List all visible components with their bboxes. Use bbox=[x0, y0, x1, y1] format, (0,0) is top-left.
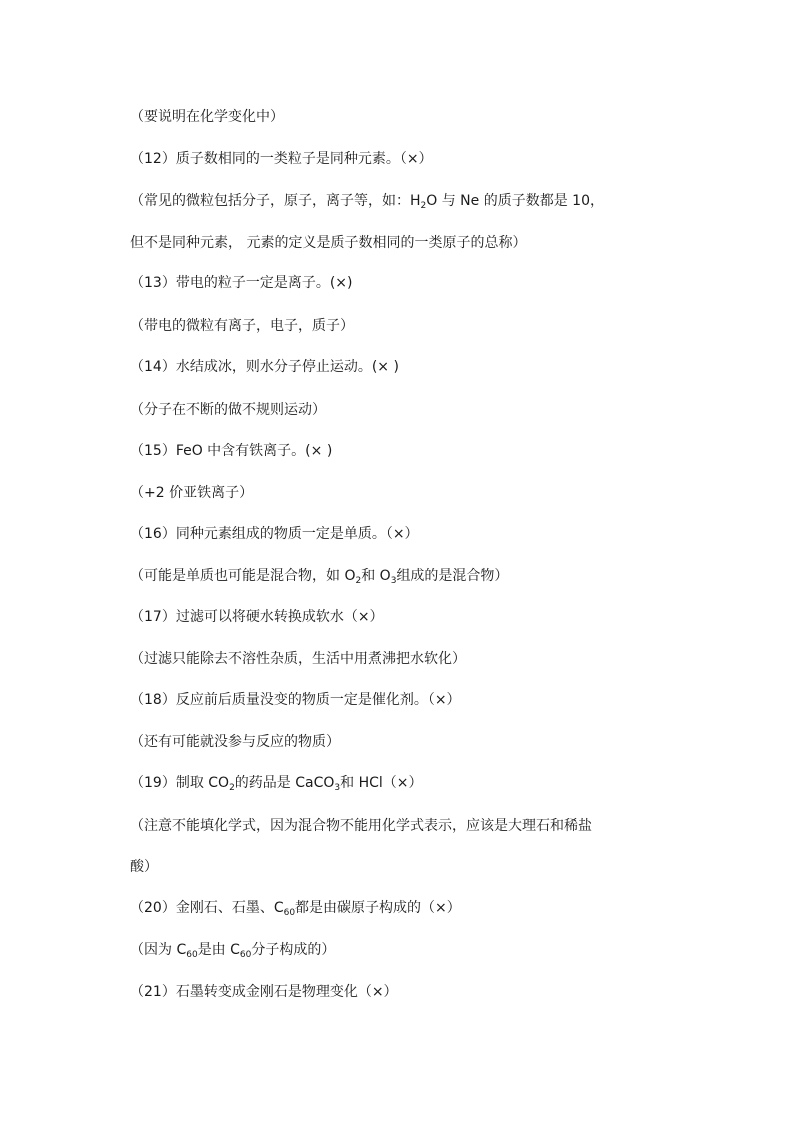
subscript: 2 bbox=[420, 201, 427, 211]
text-line bbox=[130, 857, 158, 877]
text-segment: （分子在不断的做不规则运动） bbox=[130, 402, 326, 418]
text-line bbox=[130, 524, 419, 544]
text-line bbox=[130, 149, 433, 169]
text-line bbox=[130, 982, 398, 1002]
text-segment: （19）制取 CO bbox=[130, 775, 230, 791]
text-segment: 的药品是 CaCO bbox=[234, 775, 335, 791]
subscript: 60 bbox=[283, 908, 296, 918]
subscript: 60 bbox=[239, 950, 252, 960]
text-segment: （常见的微粒包括分子，原子，离子等，如：H bbox=[130, 193, 421, 209]
text-segment: 但不是同种元素， 元素的定义是质子数相同的一类原子的总称） bbox=[130, 235, 527, 251]
text-line bbox=[130, 816, 592, 836]
subscript: 60 bbox=[186, 950, 198, 960]
text-line bbox=[130, 483, 253, 503]
text-segment: （因为 C bbox=[130, 942, 187, 958]
text-segment: 组成的是混合物） bbox=[396, 568, 509, 584]
text-line bbox=[130, 233, 526, 253]
text-segment: 酸） bbox=[130, 859, 158, 875]
text-segment: 和 O bbox=[361, 568, 391, 584]
text-segment: 是由 C bbox=[197, 942, 240, 958]
text-line bbox=[130, 690, 461, 710]
text-line bbox=[130, 732, 340, 752]
text-segment: （要说明在化学变化中） bbox=[130, 109, 284, 125]
text-segment: 和 HCl（×） bbox=[340, 775, 423, 791]
subscript: 2 bbox=[355, 576, 362, 586]
text-segment: （过滤只能除去不溶性杂质，生活中用煮沸把水软化） bbox=[130, 651, 466, 667]
text-segment: （12）质子数相同的一类粒子是同种元素。（×） bbox=[130, 151, 433, 167]
text-segment: （13）带电的粒子一定是离子。(×) bbox=[130, 275, 353, 291]
text-line bbox=[130, 898, 461, 918]
text-segment: （注意不能填化学式，因为混合物不能用化学式表示，应该是大理石和稀盐 bbox=[130, 818, 592, 834]
text-segment: （还有可能就没参与反应的物质） bbox=[130, 734, 340, 750]
text-line bbox=[130, 357, 399, 377]
subscript: 3 bbox=[390, 576, 397, 586]
text-line bbox=[130, 107, 284, 127]
text-line bbox=[130, 191, 604, 211]
subscript: 2 bbox=[229, 783, 235, 793]
text-segment: （17）过滤可以将硬水转换成软水（×） bbox=[130, 609, 384, 625]
text-line bbox=[130, 649, 466, 669]
text-segment: （+2 价亚铁离子） bbox=[130, 485, 254, 501]
text-line bbox=[130, 607, 384, 627]
text-line bbox=[130, 441, 332, 461]
text-line bbox=[130, 400, 326, 420]
text-line bbox=[130, 273, 352, 293]
text-line bbox=[130, 940, 335, 960]
text-line bbox=[130, 566, 508, 586]
text-segment: （20）金刚石、石墨、C bbox=[130, 900, 284, 916]
text-segment: （可能是单质也可能是混合物，如 O bbox=[130, 568, 356, 584]
text-segment: 都是由碳原子构成的（×） bbox=[295, 900, 461, 916]
text-line bbox=[130, 316, 354, 336]
text-line bbox=[130, 773, 423, 793]
text-segment: O 与 Ne 的质子数都是 10， bbox=[426, 193, 604, 209]
text-segment: （21）石墨转变成金刚石是物理变化（×） bbox=[130, 984, 398, 1000]
text-segment: （带电的微粒有离子，电子，质子） bbox=[130, 318, 354, 334]
text-segment: （15）FeO 中含有铁离子。(× ) bbox=[130, 443, 333, 459]
text-segment: 分子构成的） bbox=[251, 942, 336, 958]
text-segment: （18）反应前后质量没变的物质一定是催化剂。（×） bbox=[130, 692, 461, 708]
subscript: 3 bbox=[334, 783, 341, 793]
text-segment: （14）水结成冰，则水分子停止运动。(× ) bbox=[130, 359, 399, 375]
text-segment: （16）同种元素组成的物质一定是单质。（×） bbox=[130, 526, 419, 542]
